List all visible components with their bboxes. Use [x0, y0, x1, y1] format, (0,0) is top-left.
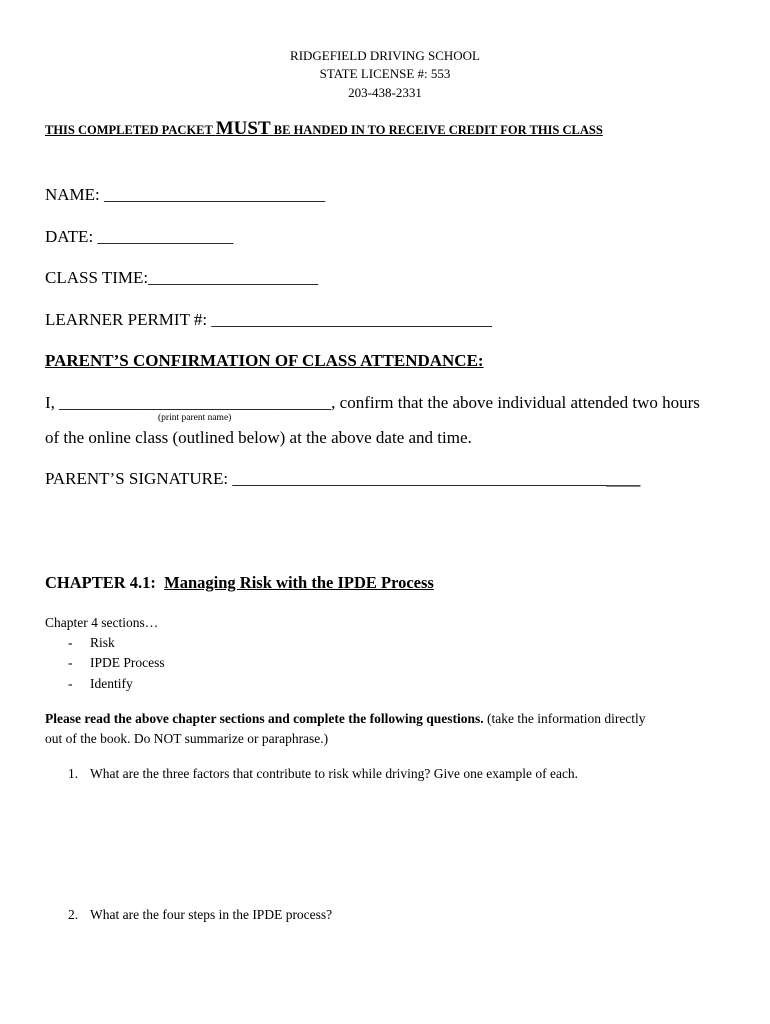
question-text: What are the three factors that contribute to risk while driving? Give one example of each. [90, 766, 579, 781]
school-name: RIDGEFIELD DRIVING SCHOOL [290, 48, 480, 63]
learner-permit-field[interactable]: LEARNER PERMIT #: _________________________________ [45, 310, 492, 329]
question-2 [68, 905, 332, 925]
parent-confirmation-heading: PARENT’S CONFIRMATION OF CLASS ATTENDANCE: [45, 351, 484, 370]
chapter-title: Managing Risk with the IPDE Process [164, 573, 434, 592]
question-number: 1. [68, 766, 79, 781]
question-1 [68, 764, 578, 784]
list-item [68, 633, 115, 653]
notice-emphasis: MUST [215, 118, 271, 139]
question-text: What are the four steps in the IPDE process? [90, 907, 333, 922]
chapter-heading [45, 573, 434, 593]
date-field[interactable]: DATE: ________________ [45, 227, 234, 246]
name-field[interactable]: NAME: __________________________ [45, 185, 326, 204]
class-time-field[interactable]: CLASS TIME:____________________ [45, 268, 319, 287]
chapter-label: CHAPTER 4.1: [45, 573, 156, 592]
list-item [68, 674, 133, 694]
notice-part1: THIS COMPLETED PACKET [45, 123, 216, 137]
section-risk: Risk [90, 635, 115, 650]
instructions-bold: Please read the above chapter sections and complete the following questions. [45, 711, 484, 726]
print-parent-name-hint: (print parent name) [158, 413, 232, 423]
section-ipde-process: IPDE Process [90, 655, 165, 670]
signature-label: PARENT’S SIGNATURE: ____________________________________________ [45, 469, 607, 488]
section-identify: Identify [90, 676, 133, 691]
list-item [68, 653, 165, 673]
parent-signature-field[interactable] [45, 469, 640, 489]
signature-tail: ____ [606, 469, 641, 488]
list-dash: - [68, 655, 73, 670]
list-dash: - [68, 676, 73, 691]
packet-notice [45, 118, 603, 140]
sections-intro: Chapter 4 sections… [45, 615, 159, 630]
question-number: 2. [68, 907, 79, 922]
state-license: STATE LICENSE #: 553 [319, 66, 451, 81]
instructions-rest: (take the information directly [483, 711, 646, 726]
phone-number: 203-438-2331 [348, 85, 422, 100]
instructions [45, 709, 646, 729]
parent-confirm-line[interactable]: I, ________________________________, confirm that the above individual attended two hours [45, 393, 700, 412]
parent-confirm-line-2: of the online class (outlined below) at the above date and time. [45, 428, 472, 447]
list-dash: - [68, 635, 73, 650]
instructions-line-2: out of the book. Do NOT summarize or paraphrase.) [45, 731, 329, 746]
notice-part2: BE HANDED IN TO RECEIVE CREDIT FOR THIS CLASS [270, 123, 603, 137]
